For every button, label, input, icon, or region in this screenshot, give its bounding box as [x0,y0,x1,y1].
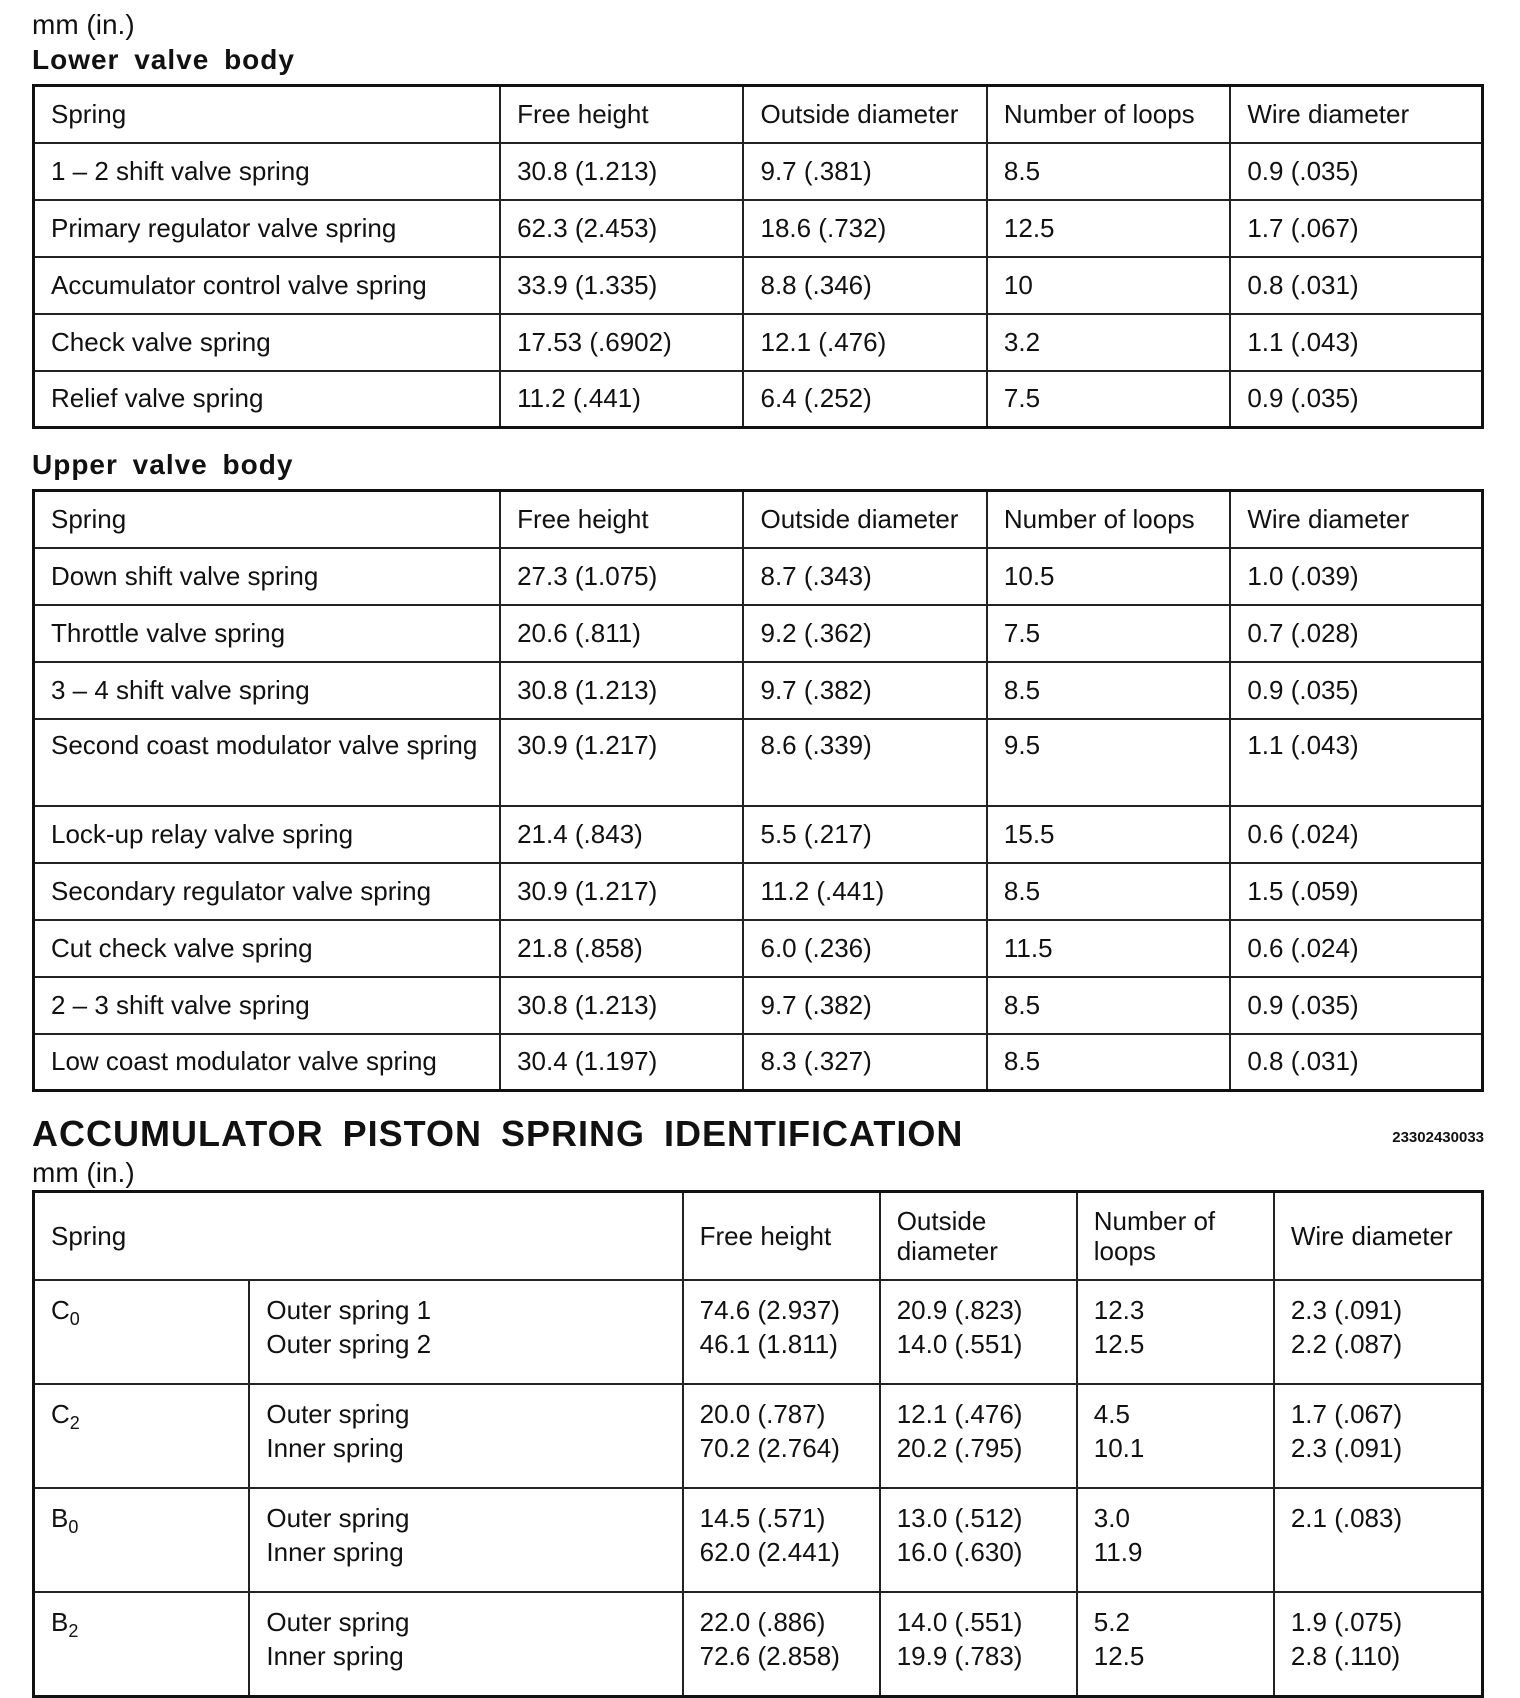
value: 12.3 [1093,1295,1145,1325]
outside-diameter-cell: 18.6 (.732) [743,200,986,257]
spring-name-cell [249,1384,682,1488]
loops-cell: 9.5 [987,719,1230,806]
table-row [34,1384,1483,1488]
outside-diameter-cell: 8.8 (.346) [743,257,986,314]
free-height-cell: 30.9 (1.217) [500,863,743,920]
wire-diameter-cell: 1.0 (.039) [1230,548,1482,605]
spring-name: Outer spring 1 [266,1295,432,1325]
outside-diameter-cell: 9.7 (.381) [743,143,986,200]
free-height-cell [683,1488,880,1592]
loops-cell [1077,1384,1274,1488]
spring-name-cell: Down shift valve spring [34,548,501,605]
value: 2.1 (.083) [1290,1503,1403,1533]
spring-name: Outer spring [266,1503,410,1533]
free-height-cell: 21.4 (.843) [500,806,743,863]
value: 14.0 (.551) [896,1329,1023,1359]
table-row [34,920,1483,977]
loops-cell: 8.5 [987,977,1230,1034]
spring-name: Outer spring [266,1399,410,1429]
wire-diameter-cell [1274,1488,1483,1592]
value: 74.6 (2.937) [699,1295,840,1325]
spring-name: Outer spring 2 [266,1329,432,1359]
header-cell: Wire diameter [1230,491,1482,548]
id-subscript: 2 [68,1621,79,1641]
free-height-cell: 33.9 (1.335) [500,257,743,314]
spring-name-cell: Primary regulator valve spring [34,200,501,257]
value: 14.5 (.571) [699,1503,826,1533]
spring-name-cell: Second coast modulator valve spring [34,719,501,806]
id-letter: C [51,1399,70,1429]
value: 19.9 (.783) [896,1641,1023,1671]
loops-cell: 8.5 [987,1034,1230,1091]
value: 46.1 (1.811) [699,1329,838,1359]
spring-name: Inner spring [266,1433,404,1463]
id-letter: B [51,1503,69,1533]
wire-diameter-cell: 1.1 (.043) [1230,314,1482,371]
free-height-cell: 17.53 (.6902) [500,314,743,371]
upper-valve-body-title: Upper valve body [32,449,294,480]
wire-diameter-cell: 0.9 (.035) [1230,662,1482,719]
table-row [34,314,1483,371]
outside-diameter-cell [880,1384,1077,1488]
header-cell: Spring [34,86,501,143]
id-subscript: 0 [69,1309,80,1329]
value: 4.5 [1093,1399,1130,1429]
spring-name: Inner spring [266,1641,404,1671]
id-subscript: 2 [69,1413,80,1433]
table-row [34,1488,1483,1592]
lower-valve-body-title: Lower valve body [32,44,295,75]
value: 2.2 (.087) [1290,1329,1403,1359]
outside-diameter-cell: 5.5 (.217) [743,806,986,863]
value: 12.1 (.476) [896,1399,1023,1429]
table-row [34,719,1483,806]
outside-diameter-cell: 6.4 (.252) [743,371,986,428]
upper-valve-body-table [32,489,1484,1092]
spring-name-cell: Check valve spring [34,314,501,371]
spring-name: Outer spring [266,1607,410,1637]
value: 2.3 (.091) [1290,1295,1403,1325]
loops-cell: 8.5 [987,662,1230,719]
loops-cell: 3.2 [987,314,1230,371]
value: 2.3 (.091) [1290,1433,1403,1463]
header-cell: Number of loops [987,86,1230,143]
spring-name-cell [249,1592,682,1697]
table-row [34,257,1483,314]
header-cell: Outside diameter [880,1192,1077,1281]
value: 1.7 (.067) [1290,1399,1403,1429]
header-cell: Spring [34,1192,683,1281]
spring-name-cell: Accumulator control valve spring [34,257,501,314]
loops-cell: 10 [987,257,1230,314]
table-header-row [34,491,1483,548]
spring-name-cell [249,1488,682,1592]
value: 14.0 (.551) [896,1607,1023,1637]
table-row [34,1592,1483,1697]
id-letter: C [51,1295,70,1325]
value: 1.9 (.075) [1290,1607,1403,1637]
spring-name-cell: 3 – 4 shift valve spring [34,662,501,719]
spring-name-cell: Secondary regulator valve spring [34,863,501,920]
value: 62.0 (2.441) [699,1537,840,1567]
id-subscript: 0 [68,1517,79,1537]
spring-name-cell: 2 – 3 shift valve spring [34,977,501,1034]
value: 22.0 (.886) [699,1607,826,1637]
wire-diameter-cell: 1.7 (.067) [1230,200,1482,257]
value: 11.9 [1093,1537,1143,1567]
loops-cell [1077,1280,1274,1384]
header-cell: Wire diameter [1274,1192,1483,1281]
free-height-cell: 30.8 (1.213) [500,143,743,200]
value: 70.2 (2.764) [699,1433,840,1463]
free-height-cell [683,1592,880,1697]
outside-diameter-cell [880,1488,1077,1592]
lower-valve-body-table [32,84,1484,429]
wire-diameter-cell: 0.6 (.024) [1230,920,1482,977]
value: 5.2 [1093,1607,1130,1637]
outside-diameter-cell: 8.6 (.339) [743,719,986,806]
header-cell: Number of loops [1077,1192,1274,1281]
spring-name-cell: Relief valve spring [34,371,501,428]
outside-diameter-cell: 9.7 (.382) [743,977,986,1034]
accumulator-title: ACCUMULATOR PISTON SPRING IDENTIFICATION [32,1113,964,1154]
accumulator-id-cell [34,1384,250,1488]
loops-cell: 8.5 [987,143,1230,200]
spring-spec-document [32,8,1484,1698]
table-header-row [34,86,1483,143]
table-row [34,371,1483,428]
table-row [34,548,1483,605]
wire-diameter-cell [1274,1592,1483,1697]
table-row [34,1034,1483,1091]
table-row [34,1280,1483,1384]
outside-diameter-cell: 11.2 (.441) [743,863,986,920]
spring-name-cell: Low coast modulator valve spring [34,1034,501,1091]
loops-cell [1077,1488,1274,1592]
wire-diameter-cell: 0.8 (.031) [1230,257,1482,314]
outside-diameter-cell: 8.3 (.327) [743,1034,986,1091]
loops-cell [1077,1592,1274,1697]
value: 20.9 (.823) [896,1295,1023,1325]
table-row [34,806,1483,863]
id-letter: B [51,1607,69,1637]
table-row [34,863,1483,920]
loops-cell: 7.5 [987,605,1230,662]
value: 3.0 [1093,1503,1130,1533]
header-cell: Free height [683,1192,880,1281]
accumulator-id-cell [34,1488,250,1592]
wire-diameter-cell: 1.5 (.059) [1230,863,1482,920]
loops-cell: 10.5 [987,548,1230,605]
spring-name-cell: Cut check valve spring [34,920,501,977]
outside-diameter-cell: 8.7 (.343) [743,548,986,605]
wire-diameter-cell: 0.7 (.028) [1230,605,1482,662]
wire-diameter-cell: 0.9 (.035) [1230,143,1482,200]
free-height-cell: 11.2 (.441) [500,371,743,428]
outside-diameter-cell: 12.1 (.476) [743,314,986,371]
spring-name-cell: Lock-up relay valve spring [34,806,501,863]
value: 13.0 (.512) [896,1503,1023,1533]
value: 20.2 (.795) [896,1433,1023,1463]
header-cell: Free height [500,491,743,548]
document-code: 23302430033 [1392,1129,1484,1146]
header-cell: Free height [500,86,743,143]
loops-cell: 7.5 [987,371,1230,428]
table-row [34,605,1483,662]
table-header-row [34,1192,1483,1281]
table-row [34,662,1483,719]
loops-cell: 8.5 [987,863,1230,920]
free-height-cell: 30.8 (1.213) [500,977,743,1034]
value: 20.0 (.787) [699,1399,826,1429]
outside-diameter-cell: 6.0 (.236) [743,920,986,977]
accumulator-units-label: mm (in.) [32,1157,135,1188]
wire-diameter-cell [1274,1384,1483,1488]
accumulator-id-cell [34,1280,250,1384]
wire-diameter-cell [1274,1280,1483,1384]
free-height-cell: 27.3 (1.075) [500,548,743,605]
value: 2.8 (.110) [1290,1641,1401,1671]
accumulator-heading-row [32,1112,1484,1156]
header-cell: Wire diameter [1230,86,1482,143]
free-height-cell: 30.8 (1.213) [500,662,743,719]
free-height-cell [683,1280,880,1384]
wire-diameter-cell: 0.8 (.031) [1230,1034,1482,1091]
header-cell: Number of loops [987,491,1230,548]
accumulator-id-cell [34,1592,250,1697]
loops-cell: 11.5 [987,920,1230,977]
outside-diameter-cell [880,1280,1077,1384]
table-row [34,977,1483,1034]
header-cell: Spring [34,491,501,548]
wire-diameter-cell: 0.6 (.024) [1230,806,1482,863]
outside-diameter-cell: 9.7 (.382) [743,662,986,719]
units-label: mm (in.) [32,9,135,40]
value: 72.6 (2.858) [699,1641,840,1671]
loops-cell: 15.5 [987,806,1230,863]
wire-diameter-cell: 0.9 (.035) [1230,371,1482,428]
spring-name-cell: Throttle valve spring [34,605,501,662]
value: 16.0 (.630) [896,1537,1023,1567]
value: 10.1 [1093,1433,1145,1463]
spring-name-cell: 1 – 2 shift valve spring [34,143,501,200]
table-row [34,143,1483,200]
value: 12.5 [1093,1641,1145,1671]
wire-diameter-cell: 0.9 (.035) [1230,977,1482,1034]
free-height-cell: 30.4 (1.197) [500,1034,743,1091]
spring-name-cell [249,1280,682,1384]
spring-name: Inner spring [266,1537,404,1567]
header-cell: Outside diameter [743,491,986,548]
free-height-cell: 20.6 (.811) [500,605,743,662]
accumulator-spring-table [32,1190,1484,1698]
table-row [34,200,1483,257]
free-height-cell: 21.8 (.858) [500,920,743,977]
value: 12.5 [1093,1329,1145,1359]
outside-diameter-cell: 9.2 (.362) [743,605,986,662]
free-height-cell: 62.3 (2.453) [500,200,743,257]
free-height-cell: 30.9 (1.217) [500,719,743,806]
wire-diameter-cell: 1.1 (.043) [1230,719,1482,806]
header-cell: Outside diameter [743,86,986,143]
free-height-cell [683,1384,880,1488]
outside-diameter-cell [880,1592,1077,1697]
loops-cell: 12.5 [987,200,1230,257]
